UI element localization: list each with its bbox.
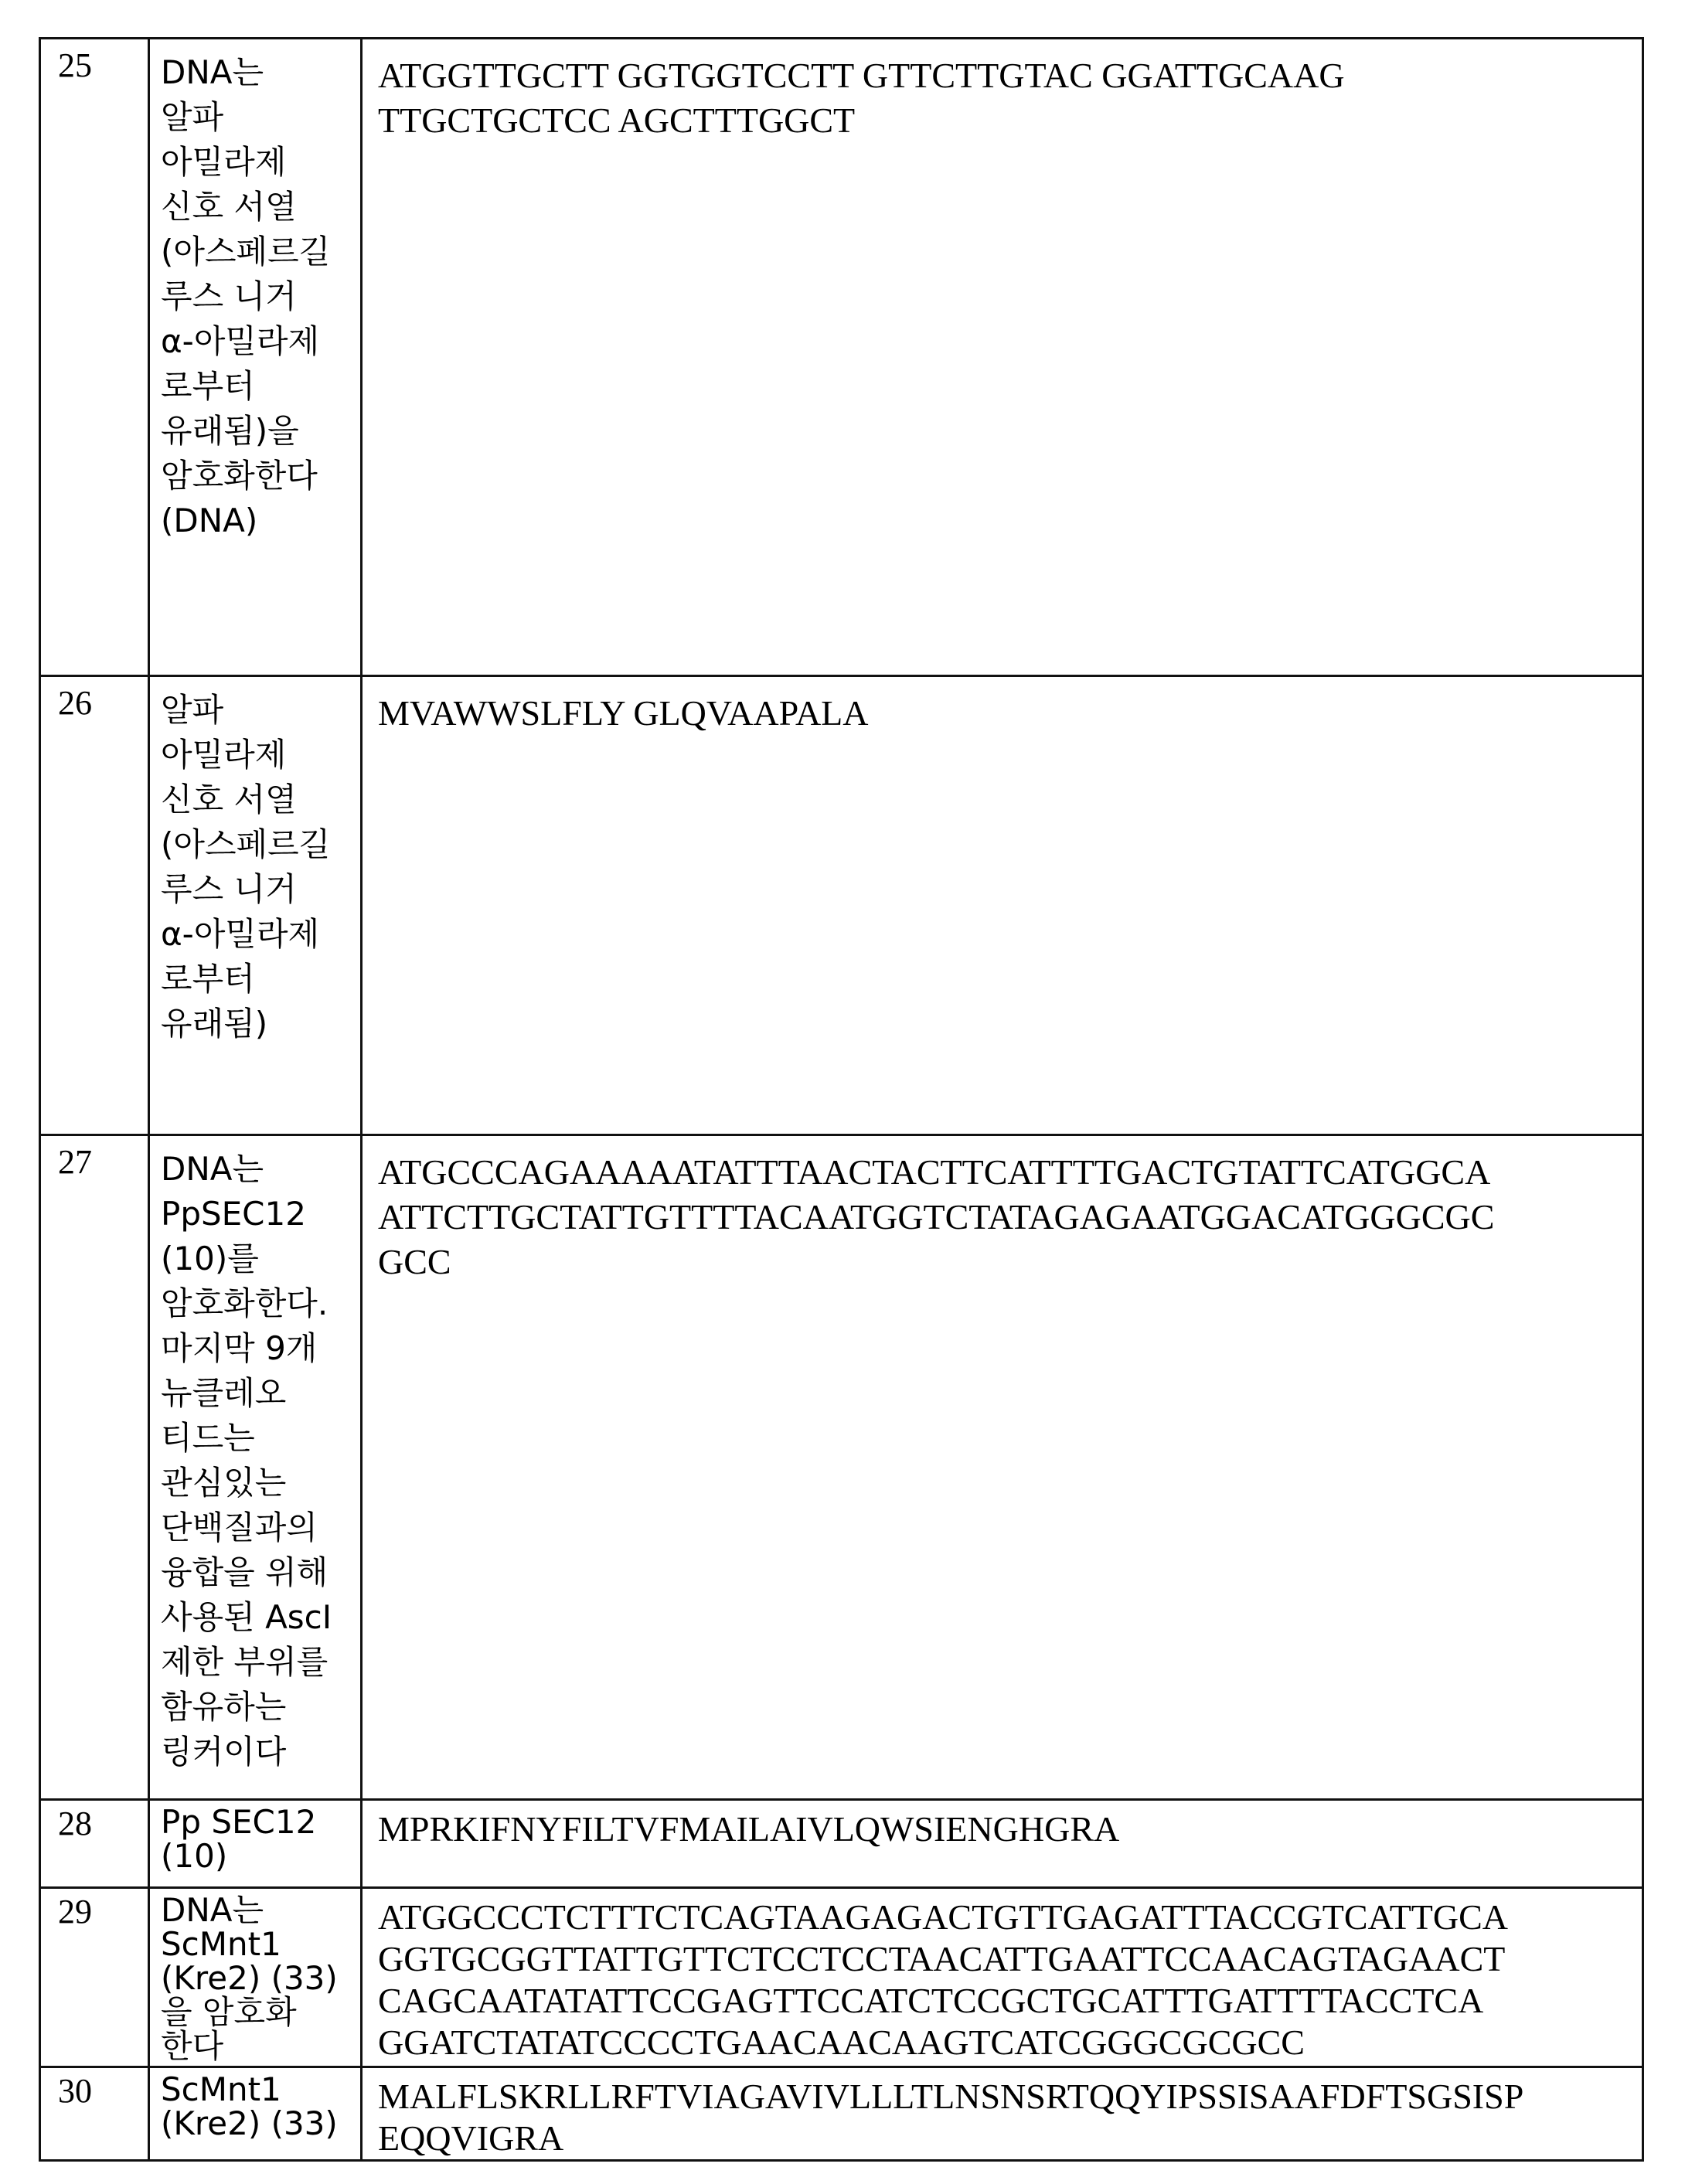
table-row bbox=[40, 1800, 1643, 1888]
sequence-cell bbox=[362, 2067, 1643, 2161]
table-row bbox=[40, 39, 1643, 676]
sequence-cell bbox=[362, 1135, 1643, 1800]
sequence-line: GGTGCGGTTATTGTTCTCCTCCTAACATTGAATTCCAACAGTAGAACT bbox=[378, 1938, 1642, 1980]
table-row bbox=[40, 2067, 1643, 2161]
seq-id-number: 26 bbox=[40, 676, 149, 1135]
seq-description: DNA는 PpSEC12 (10)를 암호화한다. 마지막 9개 뉴클레오 티드는 관심있는 단백질과의 융합을 위해 사용된 AscI 제한 부위를 함유하는 링커이다 bbox=[149, 1135, 362, 1800]
table-row bbox=[40, 1888, 1643, 2067]
seq-description: Pp SEC12 (10) bbox=[149, 1800, 362, 1888]
table-row bbox=[40, 676, 1643, 1135]
sequence-cell bbox=[362, 1888, 1643, 2067]
sequence-line: CAGCAATATATTCCGAGTTCCATCTCCGCTGCATTTGATTTTACCTCA bbox=[378, 1980, 1642, 2022]
seq-description: DNA는 ScMnt1 (Kre2) (33) 을 암호화 한다 bbox=[149, 1888, 362, 2067]
sequence-table bbox=[39, 37, 1644, 2162]
sequence-line: TTGCTGCTCC AGCTTTGGCT bbox=[378, 98, 1642, 143]
sequence-cell bbox=[362, 676, 1643, 1135]
seq-description: 알파 아밀라제 신호 서열 (아스페르길 루스 니거 α-아밀라제 로부터 유래됨) bbox=[149, 676, 362, 1135]
seq-description: ScMnt1 (Kre2) (33) bbox=[149, 2067, 362, 2161]
sequence-line: MALFLSKRLLRFTVIAGAVIVLLLTLNSNSRTQQYIPSSISAAFDFTSGSISP bbox=[378, 2076, 1642, 2118]
seq-id-number: 29 bbox=[40, 1888, 149, 2067]
sequence-line: ATTCTTGCTATTGTTTTACAATGGTCTATAGAGAATGGACATGGGCGC bbox=[378, 1195, 1642, 1240]
sequence-line: MVAWWSLFLY GLQVAAPALA bbox=[378, 691, 1642, 736]
seq-id-number: 25 bbox=[40, 39, 149, 676]
seq-id-number: 27 bbox=[40, 1135, 149, 1800]
seq-id-number: 30 bbox=[40, 2067, 149, 2161]
sequence-line: ATGCCCAGAAAAATATTTAACTACTTCATTTTGACTGTATTCATGGCA bbox=[378, 1150, 1642, 1195]
seq-description: DNA는 알파 아밀라제 신호 서열 (아스페르길 루스 니거 α-아밀라제 로부터 유래됨)을 암호화한다 (DNA) bbox=[149, 39, 362, 676]
sequence-line: GGATCTATATCCCCTGAACAACAAGTCATCGGGCGCGCC bbox=[378, 2022, 1642, 2063]
sequence-cell bbox=[362, 39, 1643, 676]
sequence-line: ATGGCCCTCTTTCTCAGTAAGAGACTGTTGAGATTTACCGTCATTGCA bbox=[378, 1897, 1642, 1938]
sequence-line: EQQVIGRA bbox=[378, 2118, 1642, 2159]
table-row bbox=[40, 1135, 1643, 1800]
sequence-line: MPRKIFNYFILTVFMAILAIVLQWSIENGHGRA bbox=[378, 1808, 1642, 1850]
sequence-line: ATGGTTGCTT GGTGGTCCTT GTTCTTGTAC GGATTGCAAG bbox=[378, 53, 1642, 98]
sequence-line: GCC bbox=[378, 1240, 1642, 1284]
seq-id-number: 28 bbox=[40, 1800, 149, 1888]
sequence-cell bbox=[362, 1800, 1643, 1888]
